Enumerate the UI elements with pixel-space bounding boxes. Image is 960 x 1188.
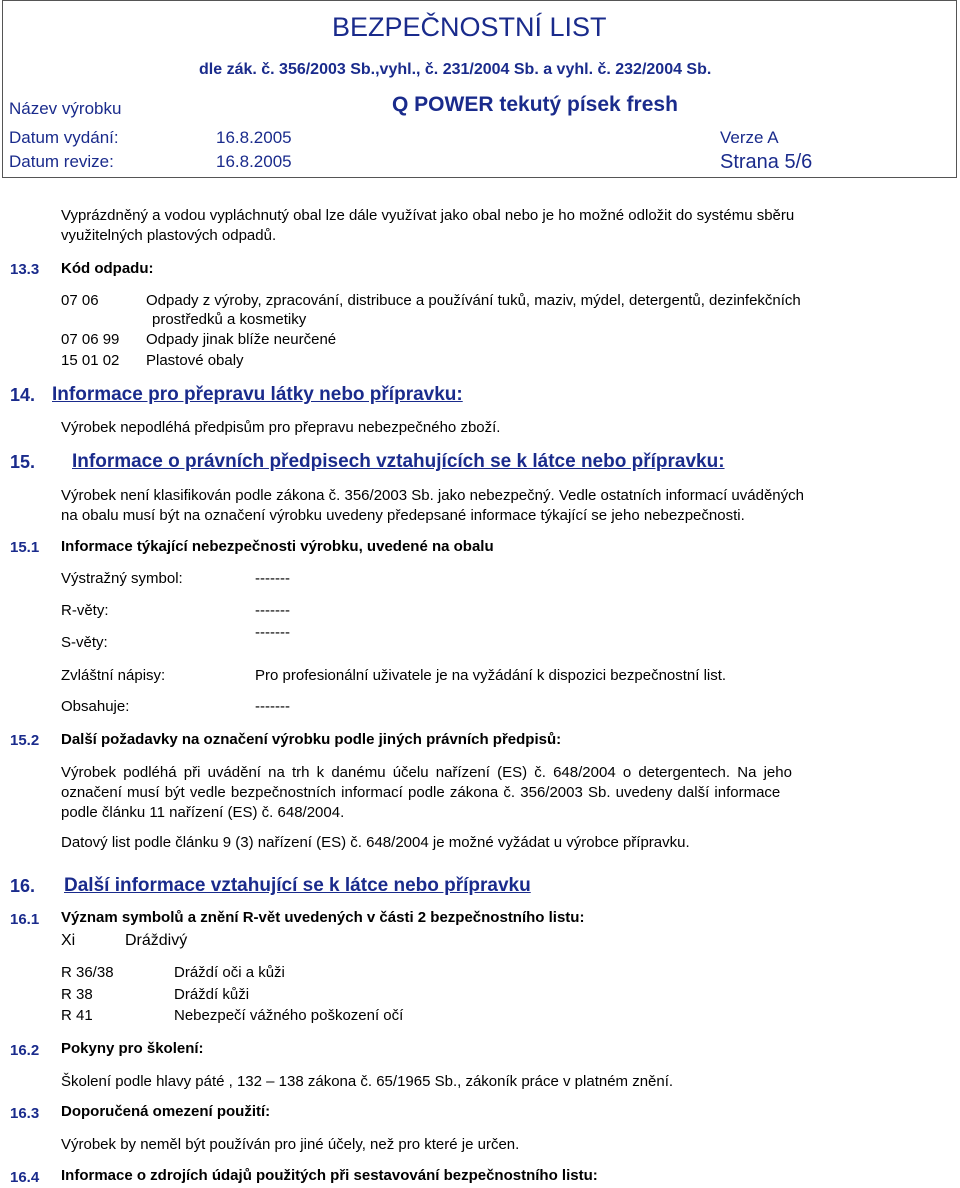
product-name: Q POWER tekutý písek fresh — [392, 93, 678, 116]
value-r-phrases: ------- — [255, 602, 290, 619]
section-15-1-title: Informace týkající nebezpečnosti výrobku, uvedené na obalu — [61, 538, 494, 555]
r-phrase-text: Nebezpečí vážného poškození očí — [174, 1007, 404, 1024]
revision-date-label: Datum revize: — [9, 152, 114, 171]
section-14-text: Výrobek nepodléhá předpisům pro přepravu nebezpečného zboží. — [61, 419, 501, 436]
intro-line-1: Vyprázdněný a vodou vypláchnutý obal lze dále využívat jako obal nebo je ho možné odložit do systému sběru — [61, 207, 795, 224]
section-13-3-number: 13.3 — [10, 261, 40, 278]
section-16-4-number: 16.4 — [10, 1169, 40, 1186]
intro-line-2: využitelných plastových odpadů. — [61, 227, 277, 244]
section-16-3-title: Doporučená omezení použití: — [61, 1103, 271, 1120]
version: Verze A — [720, 128, 779, 147]
section-14-title: Informace pro přepravu látky nebo přípravku: — [52, 384, 463, 405]
waste-code-text: Plastové obaly — [146, 352, 244, 369]
legal-basis: dle zák. č. 356/2003 Sb.,vyhl., č. 231/2004 Sb. a vyhl. č. 232/2004 Sb. — [199, 61, 712, 78]
section-15-2-para-1-line-1: Výrobek podléhá při uvádění na trh k danému účelu nařízení (ES) č. 648/2004 o detergentech. Na jeho — [61, 764, 792, 781]
section-15-2-para-1-line-3: podle článku 11 nařízení (ES) č. 648/2004. — [61, 804, 345, 821]
section-13-3-title: Kód odpadu: — [61, 260, 154, 277]
section-16-4-title: Informace o zdrojích údajů použitých při sestavování bezpečnostního listu: — [61, 1167, 598, 1184]
label-s-phrases: S-věty: — [61, 634, 108, 651]
issue-date: 16.8.2005 — [216, 128, 292, 147]
symbol-text: Dráždivý — [125, 932, 188, 949]
section-15-2-title: Další požadavky na označení výrobku podle jiných právních předpisů: — [61, 731, 562, 748]
section-16-1-title: Význam symbolů a znění R-vět uvedených v části 2 bezpečnostního listu: — [61, 909, 585, 926]
section-15-2-para-1-line-2: označení musí být vedle bezpečnostních informací podle zákona č. 356/2003 Sb. uvedeny další informace — [61, 784, 781, 801]
waste-code: 07 06 99 — [61, 331, 120, 348]
revision-date: 16.8.2005 — [216, 152, 292, 171]
value-special-notes: Pro profesionální uživatele je na vyžádání k dispozici bezpečnostní list. — [255, 667, 727, 684]
value-s-phrases: ------- — [255, 624, 290, 641]
r-phrase-text: Dráždí oči a kůži — [174, 964, 285, 981]
section-15-line-2: na obalu musí být na označení výrobku uvedeny předepsané informace týkající se jeho nebezpečnosti. — [61, 507, 745, 524]
r-phrase-code: R 38 — [61, 986, 93, 1003]
section-16-1-number: 16.1 — [10, 911, 40, 928]
section-15-2-para-2: Datový list podle článku 9 (3) nařízení (ES) č. 648/2004 je možné vyžádat u výrobce přípravku. — [61, 834, 690, 851]
waste-code: 15 01 02 — [61, 352, 120, 369]
section-15-2-number: 15.2 — [10, 732, 40, 749]
document-title: BEZPEČNOSTNÍ LIST — [332, 12, 607, 42]
symbol-code: Xi — [61, 932, 76, 949]
section-15-title: Informace o právních předpisech vztahujících se k látce nebo přípravku: — [72, 451, 725, 472]
waste-code: 07 06 — [61, 292, 99, 309]
value-warning-symbol: ------- — [255, 570, 290, 587]
section-16-3-text: Výrobek by neměl být používán pro jiné účely, než pro které je určen. — [61, 1136, 520, 1153]
page-number: Strana 5/6 — [720, 151, 813, 173]
waste-code-text-cont: prostředků a kosmetiky — [152, 311, 307, 328]
section-15-number: 15. — [10, 452, 36, 472]
r-phrase-text: Dráždí kůži — [174, 986, 250, 1003]
r-phrase-code: R 36/38 — [61, 964, 114, 981]
section-14-number: 14. — [10, 385, 36, 405]
r-phrase-code: R 41 — [61, 1007, 93, 1024]
section-16-2-title: Pokyny pro školení: — [61, 1040, 204, 1057]
label-warning-symbol: Výstražný symbol: — [61, 570, 183, 587]
label-special-notes: Zvláštní nápisy: — [61, 667, 166, 684]
waste-code-text: Odpady z výroby, zpracování, distribuce a používání tuků, maziv, mýdel, detergentů, dezinfekčních — [146, 292, 801, 309]
section-15-1-number: 15.1 — [10, 539, 40, 556]
section-16-title: Další informace vztahující se k látce nebo přípravku — [64, 875, 531, 896]
product-label: Název výrobku — [9, 99, 122, 118]
label-r-phrases: R-věty: — [61, 602, 109, 619]
value-contains: ------- — [255, 698, 290, 715]
section-16-3-number: 16.3 — [10, 1105, 40, 1122]
label-contains: Obsahuje: — [61, 698, 130, 715]
issue-date-label: Datum vydání: — [9, 128, 119, 147]
section-16-number: 16. — [10, 876, 36, 896]
section-16-2-text: Školení podle hlavy páté , 132 – 138 zákona č. 65/1965 Sb., zákoník práce v platném znění. — [61, 1073, 674, 1090]
section-16-2-number: 16.2 — [10, 1042, 40, 1059]
section-15-line-1: Výrobek není klasifikován podle zákona č. 356/2003 Sb. jako nebezpečný. Vedle ostatních informací uváděných — [61, 487, 804, 504]
waste-code-text: Odpady jinak blíže neurčené — [146, 331, 337, 348]
